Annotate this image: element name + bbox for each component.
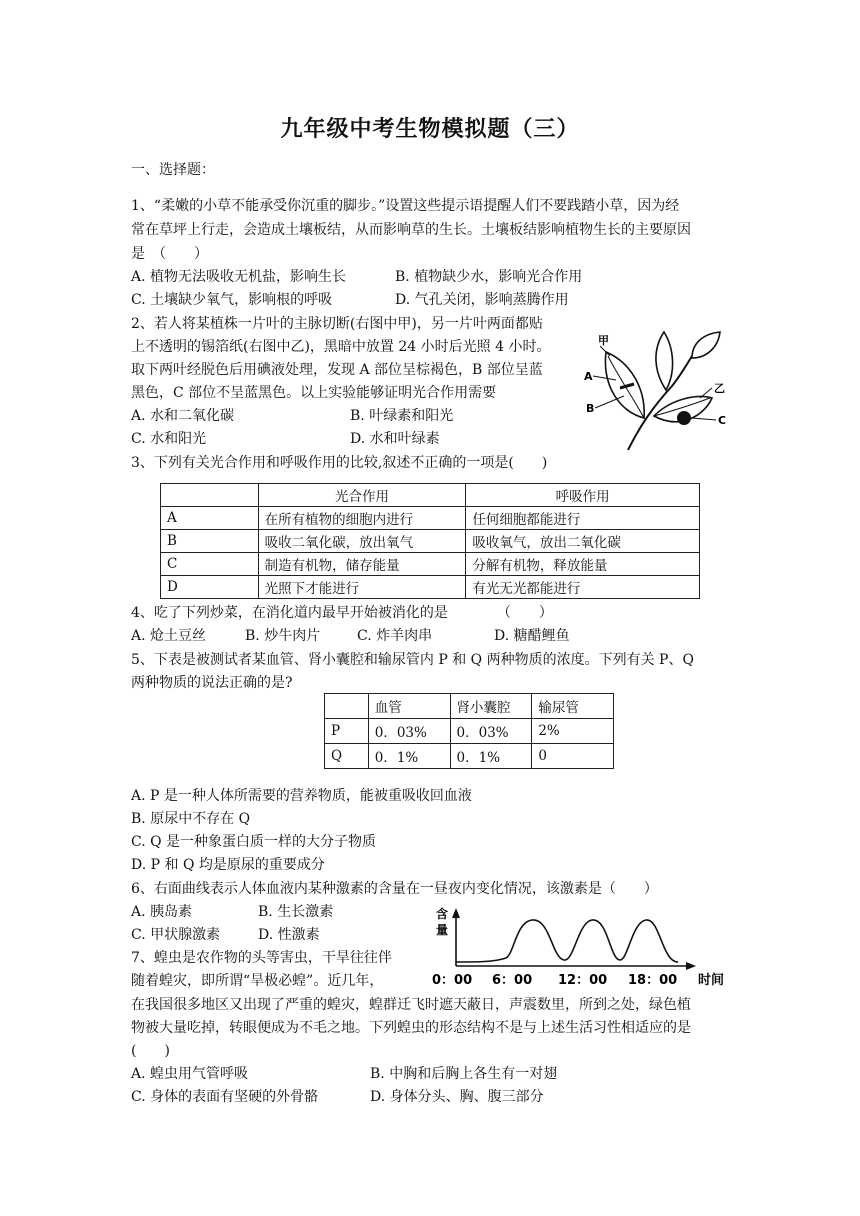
q6-option-d: D. 性激素 <box>258 927 320 943</box>
q4-stem: 4、吃了下列炒菜，在消化道内最早开始被消化的是 （ ） <box>131 605 553 621</box>
q1-option-a: A. 植物无法吸收无机盐，影响生长 <box>131 269 347 285</box>
q4-option-b: B. 炒牛肉片 <box>245 628 321 644</box>
q6-option-b: B. 生长激素 <box>258 904 334 920</box>
chart-tick-label: 12：00 <box>558 973 608 988</box>
table-row <box>161 507 700 530</box>
table-cell: 0．03% <box>368 719 450 744</box>
q5-stem-line-2: 两种物质的说法正确的是? <box>131 675 293 691</box>
table-row <box>161 553 700 576</box>
table-cell: 在所有植物的细胞内进行 <box>258 507 466 530</box>
table-cell: 任何细胞都能进行 <box>466 507 700 530</box>
q6-option-a: A. 胰岛素 <box>131 904 193 920</box>
table-header-cell <box>325 694 369 719</box>
q3-stem: 3、下列有关光合作用和呼吸作用的比较,叙述不正确的一项是( ) <box>131 455 548 471</box>
q1-stem-line-1: 1、“柔嫩的小草不能承受你沉重的脚步。”设置这些提示语提醒人们不要践踏小草，因为经 <box>131 198 680 214</box>
q7-stem-line-5: ( ) <box>131 1043 170 1059</box>
table-row <box>161 576 700 599</box>
q1-stem-line-3: 是 （ ） <box>131 246 208 262</box>
table-cell: 光照下才能进行 <box>258 576 466 599</box>
q7-option-b: B. 中胸和后胸上各生有一对翅 <box>370 1066 558 1082</box>
table-header-row <box>325 694 614 719</box>
chart-ylabel-2: 量 <box>436 923 449 937</box>
q2-stem-line-3: 取下两叶经脱色后用碘液处理，发现 A 部位呈棕褐色，B 部位呈蓝 <box>131 362 543 378</box>
table-cell: 2% <box>532 719 614 744</box>
table-cell: 分解有机物，释放能量 <box>466 553 700 576</box>
hormone-curve-chart <box>428 904 738 992</box>
table-header-cell: 光合作用 <box>258 484 466 507</box>
chart-tick-label: 0：00 <box>432 973 473 988</box>
label-a: A <box>584 370 593 383</box>
q4-option-c: C. 炸羊肉串 <box>357 628 433 644</box>
q7-stem-line-3: 在我国很多地区又出现了严重的蝗灾，蝗群迁飞时遮天蔽日，声震数里，所到之处，绿色植 <box>131 997 691 1013</box>
table-cell: 有光无光都能进行 <box>466 576 700 599</box>
chart-x-arrow <box>686 962 696 970</box>
q2-option-c: C. 水和阳光 <box>131 431 207 447</box>
table-header-cell: 肾小囊腔 <box>450 694 532 719</box>
label-b: B <box>586 402 595 415</box>
q5-table <box>324 693 614 769</box>
q5-option-c: C. Q 是一种象蛋白质一样的大分子物质 <box>131 834 377 850</box>
table-cell: C <box>161 553 259 576</box>
label-c: C <box>718 414 727 427</box>
q1-option-b: B. 植物缺少水，影响光合作用 <box>395 269 583 285</box>
chart-curve <box>456 920 678 962</box>
q3-table <box>160 483 700 599</box>
table-header-cell: 血管 <box>368 694 450 719</box>
table-header-cell: 输尿管 <box>532 694 614 719</box>
table-row <box>161 530 700 553</box>
label-jia: 甲 <box>598 334 609 347</box>
table-cell: 制造有机物，储存能量 <box>258 553 466 576</box>
q2-stem-line-2: 上不透明的锡箔纸(右图中乙)，黑暗中放置 24 小时后光照 4 小时。 <box>131 339 551 355</box>
table-cell: 0．1% <box>368 744 450 769</box>
label-yi: 乙 <box>714 382 725 395</box>
q5-option-d: D. P 和 Q 均是原尿的重要成分 <box>131 857 325 873</box>
q2-option-b: B. 叶绿素和阳光 <box>350 408 454 424</box>
q5-stem-line-1: 5、下表是被测试者某血管、肾小囊腔和输尿管内 P 和 Q 两种物质的浓度。下列有关 P、Q <box>131 652 694 668</box>
q7-option-d: D. 身体分头、胸、腹三部分 <box>370 1089 544 1105</box>
q6-stem: 6、右面曲线表示人体血液内某种激素的含量在一昼夜内变化情况，该激素是（ ） <box>131 881 658 897</box>
q4-option-d: D. 糖醋鲤鱼 <box>494 628 570 644</box>
q2-stem-line-4: 黑色，C 部位不呈蓝黑色。以上实验能够证明光合作用需要 <box>131 385 497 401</box>
q7-stem-line-2: 随着蝗灾，即所谓“旱极必蝗”。近几年， <box>131 973 384 989</box>
leader-c <box>692 418 716 420</box>
q2-option-d: D. 水和叶绿素 <box>350 431 440 447</box>
table-cell: B <box>161 530 259 553</box>
table-cell: 0．1% <box>450 744 532 769</box>
table-row <box>325 719 614 744</box>
leaf-top-right <box>692 332 720 358</box>
table-header-cell <box>161 484 259 507</box>
table-header-cell: 呼吸作用 <box>466 484 700 507</box>
q2-option-a: A. 水和二氧化碳 <box>131 408 235 424</box>
table-cell: 吸收氧气，放出二氧化碳 <box>466 530 700 553</box>
table-cell: P <box>325 719 369 744</box>
table-cell: 0 <box>532 744 614 769</box>
table-header-row <box>161 484 700 507</box>
table-row <box>325 744 614 769</box>
q7-stem-line-1: 7、蝗虫是农作物的头等害虫，干旱往往伴 <box>131 950 392 966</box>
leaf-experiment-figure <box>580 326 740 454</box>
table-cell: D <box>161 576 259 599</box>
q6-option-c: C. 甲状腺激素 <box>131 927 221 943</box>
table-cell: 0．03% <box>450 719 532 744</box>
chart-tick-label: 18：00 <box>628 973 678 988</box>
table-cell: 吸收二氧化碳，放出氧气 <box>258 530 466 553</box>
q7-stem-line-4: 物被大量吃掉，转眼便成为不毛之地。下列蝗虫的形态结构不是与上述生活习性相适应的是 <box>131 1020 691 1036</box>
q1-option-d: D. 气孔关闭，影响蒸腾作用 <box>395 292 569 308</box>
leaf-top-left <box>656 332 673 390</box>
q4-option-a: A. 炝土豆丝 <box>131 628 207 644</box>
q7-option-a: A. 蝗虫用气管呼吸 <box>131 1066 249 1082</box>
q7-option-c: C. 身体的表面有坚硬的外骨骼 <box>131 1089 319 1105</box>
q5-option-b: B. 原尿中不存在 Q <box>131 811 251 827</box>
page-title: 九年级中考生物模拟题（三） <box>280 117 580 142</box>
q1-stem-line-2: 常在草坪上行走，会造成土壤板结，从而影响草的生长。土壤板结影响植物生长的主要原因 <box>131 222 691 238</box>
chart-tick-label: 6：00 <box>492 973 533 988</box>
chart-xlabel: 时间 <box>698 973 725 988</box>
table-cell: A <box>161 507 259 530</box>
table-cell: Q <box>325 744 369 769</box>
q2-stem-line-1: 2、若人将某植株一片叶的主脉切断(右图中甲)，另一片叶两面都贴 <box>131 316 543 332</box>
chart-ylabel-1: 含 <box>436 907 449 921</box>
q1-option-c: C. 土壤缺少氧气，影响根的呼吸 <box>131 292 333 308</box>
q5-option-a: A. P 是一种人体所需要的营养物质，能被重吸收回血液 <box>131 788 472 804</box>
section-heading: 一、选择题： <box>131 162 215 178</box>
foil-spot <box>677 411 691 425</box>
chart-y-arrow <box>452 908 460 918</box>
